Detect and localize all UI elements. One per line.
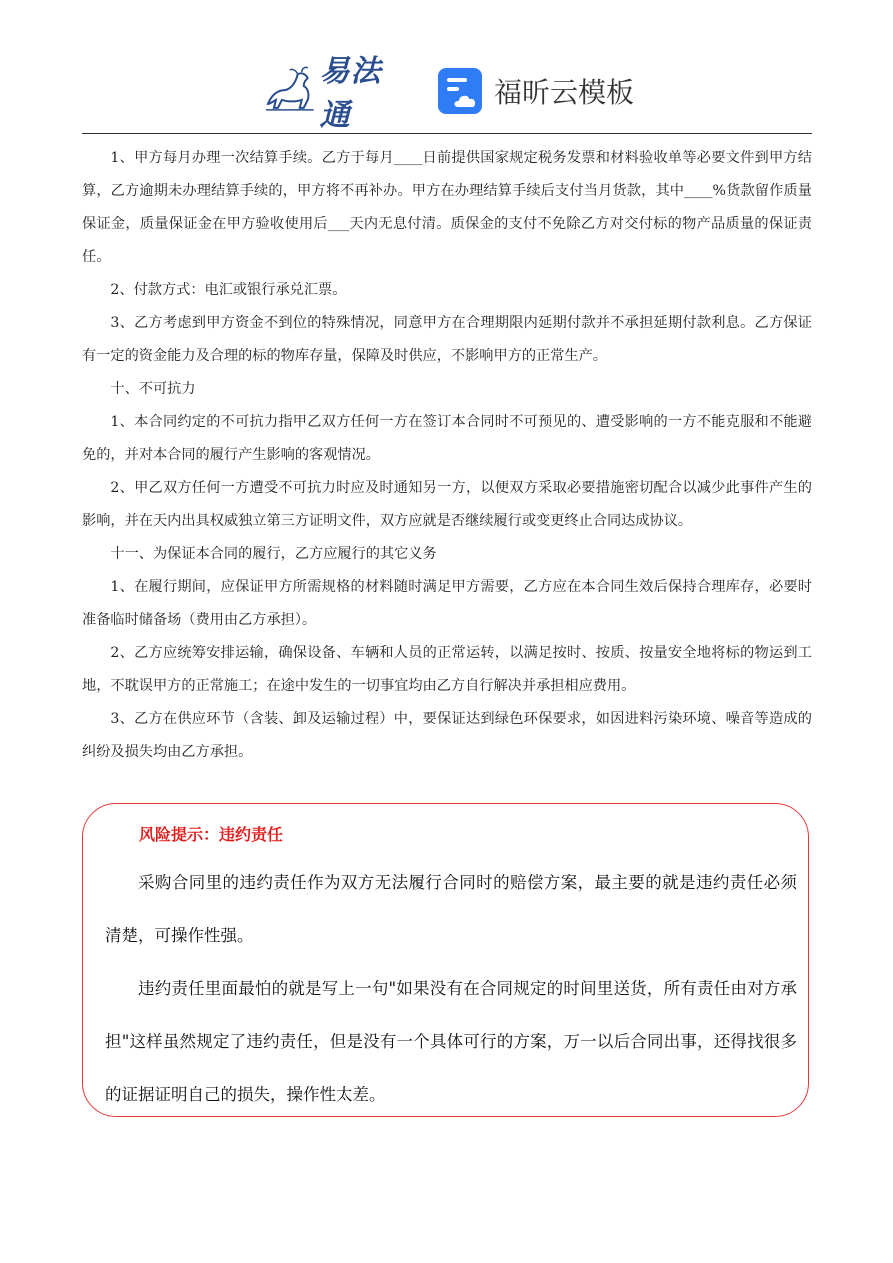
risk-paragraph: 违约责任里面最怕的就是写上一句"如果没有在合同规定的时间里送货，所有责任由对方承担"这样虽然规定了违约责任，但是没有一个具体可行的方案，万一以后合同出事，还得找很多的证据证明自己的损失，操作性太差。: [105, 979, 797, 1104]
risk-title: 风险提示：违约责任: [139, 825, 284, 844]
clause-paragraph: 2、甲乙双方任何一方遭受不可抗力时应及时通知另一方，以便双方采取必要措施密切配合以减少此事件产生的影响，并在天内出具权威独立第三方证明文件，双方应就是否继续履行或变更终止合同达成协议。: [82, 480, 812, 529]
contract-body: [82, 142, 812, 769]
logo-left-text: 易法通: [319, 54, 382, 133]
risk-paragraph: 采购合同里的违约责任作为双方无法履行合同时的赔偿方案，最主要的就是违约责任必须清楚，可操作性强。: [105, 873, 797, 945]
page-header: [0, 0, 893, 133]
clause-paragraph: 2、付款方式：电汇或银行承兑汇票。: [110, 282, 347, 298]
document-cloud-icon: [436, 66, 486, 116]
risk-warning-box: [82, 803, 809, 1117]
section-heading: 十一、为保证本合同的履行，乙方应履行的其它义务: [110, 546, 437, 562]
section-heading: 十、不可抗力: [110, 381, 196, 397]
foxit-template-logo: [436, 64, 634, 118]
clause-paragraph: 2、乙方应统筹安排运输，确保设备、车辆和人员的正常运转，以满足按时、按质、按量安全地将标的物运到工地，不耽误甲方的正常施工；在途中发生的一切事宜均由乙方自行解决并承担相应费用。: [82, 645, 812, 694]
clause-paragraph: 3、乙方在供应环节（含装、卸及运输过程）中，要保证达到绿色环保要求，如因进料污染环境、噪音等造成的纠纷及损失均由乙方承担。: [82, 711, 812, 760]
qilin-icon: [262, 64, 318, 116]
yifatong-logo: [262, 54, 412, 133]
clause-paragraph: 3、乙方考虑到甲方资金不到位的特殊情况，同意甲方在合理期限内延期付款并不承担延期付款利息。乙方保证有一定的资金能力及合理的标的物库存量，保障及时供应，不影响甲方的正常生产。: [82, 315, 812, 364]
clause-paragraph: 1、甲方每月办理一次结算手续。乙方于每月____日前提供国家规定税务发票和材料验收单等必要文件到甲方结算，乙方逾期未办理结算手续的，甲方将不再补办。甲方在办理结算手续后支付当月货款，其中____%货款留作质量保证金，质量保证金在甲方验收使用后___天内无息付清。质保金的支付不免除乙方对交付标的物产品质量的保证责任。: [82, 150, 812, 265]
logo-right-text: 福昕云模板: [494, 76, 635, 109]
clause-paragraph: 1、在履行期间，应保证甲方所需规格的材料随时满足甲方需要，乙方应在本合同生效后保持合理库存，必要时准备临时储备场（费用由乙方承担）。: [82, 579, 812, 628]
clause-paragraph: 1、本合同约定的不可抗力指甲乙双方任何一方在签订本合同时不可预见的、遭受影响的一方不能克服和不能避免的，并对本合同的履行产生影响的客观情况。: [82, 414, 812, 463]
risk-content: [105, 856, 797, 1121]
header-divider: [82, 133, 812, 134]
